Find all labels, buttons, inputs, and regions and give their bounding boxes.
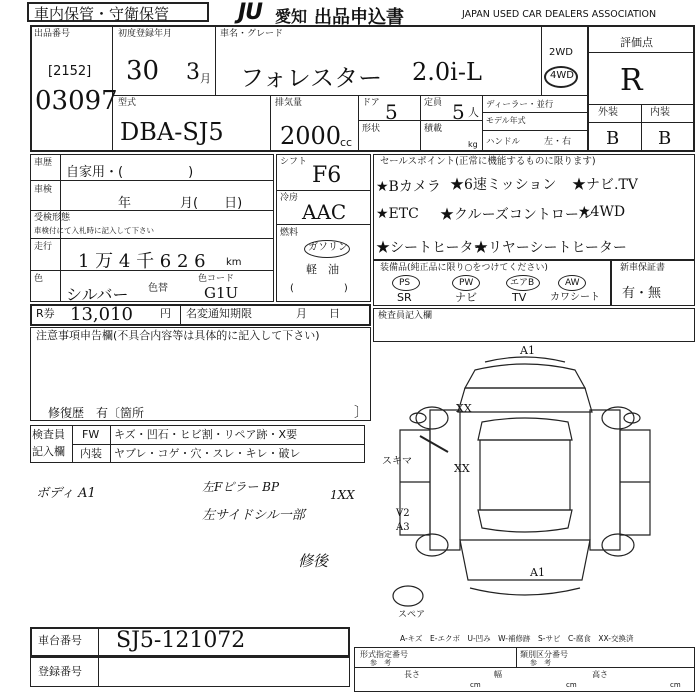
displacement-unit: cc [340,136,353,149]
inspection-month: 月( 日) [180,196,243,211]
damage-legend: A-キズ E-エクボ U-凹み W-補修跡 S-サビ C-腐食 XX-交換済 [400,634,634,643]
exterior-grade: B [606,128,620,149]
capacity-unit: 人 [468,106,479,119]
notes-label: 注意事項申告欄(不具合内容等は具体的に記入して下さい) [36,329,320,342]
handle-label: ハンドル [486,137,521,147]
car-name: フォレスター [240,64,383,92]
selling-point-6: ★4WD [578,204,626,220]
grade-label: 評価点 [620,36,653,49]
body-shape-label: 形状 [362,124,381,134]
fuel-gasoline: ガソリン [308,242,348,253]
cooler-value: AAC [302,200,347,224]
model-spec-ref: 参 考 [370,659,391,667]
inspection-year: 年 [118,196,132,211]
form-title: 出品申込書 [314,7,404,28]
lot-label: 出品番号 [34,29,71,39]
name-change-value: 月 日 [296,307,340,320]
inspector-box-label: 検査員記入欄 [378,311,433,321]
grade-value: R [620,63,643,98]
first-reg-month-unit: 月 [200,72,211,85]
reception-label: 受検形態 [34,213,71,223]
height-label: 高さ [592,670,608,679]
mileage-unit: km [226,257,242,268]
capacity-label: 定員 [424,98,443,108]
cooler-label: 冷房 [280,193,299,203]
exterior-label: 外装 [598,107,618,118]
recycle-label: R券 [36,307,55,320]
selling-point-4: ★ETC [376,206,419,222]
displacement-value: 2000 [280,122,342,150]
car-grade: 2.0i-L [412,58,482,86]
selling-point-7: ★シートヒーター [376,240,488,256]
first-reg-year: 30 [126,56,160,86]
fuel-diesel: 軽 油 [306,263,339,276]
repair-history-close: 〕 [354,405,368,421]
color-code-label: 色コード [198,274,235,284]
equip-ps: PS [399,278,411,288]
selling-point-5: ★クルーズコントロール [440,207,593,223]
selling-point-2: ★6速ミッション [450,177,557,193]
drive-4wd-label: 4WD [550,70,574,81]
check-label-2: 記入欄 [32,445,65,458]
handnote-pillar: 左Fピラー BP [202,480,280,494]
doors-label: ドア [362,98,380,108]
regno-label: 登録番号 [38,665,82,678]
drive-2wd-label: 2WD [549,47,573,58]
equip-tv: TV [512,291,527,304]
height-unit: cm [670,681,681,689]
capacity-value: 5 [452,100,465,124]
equip-aw: AW [565,278,580,288]
lot-subnumber: [2152] [48,64,92,79]
diagram-mark-gap: スキマ [382,456,412,467]
fuel-label: 燃料 [280,228,299,238]
storage-tag-text: 車内保管・守衛保管 [34,5,170,23]
handnote-repaired: 修後 [298,552,329,570]
equip-navi: ナビ [455,291,477,304]
selling-points-label: セールスポイント(正常に機能するものに限ります) [380,156,596,167]
diagram-mark-door: XX [454,462,470,475]
color-change-label: 色替 [148,283,168,294]
interior-grade: B [658,128,672,149]
region-name: 愛知 [275,7,308,26]
diagram-mark-fender: XX [456,402,472,415]
inspection-label: 車検 [34,185,53,195]
equip-sr: SR [397,291,412,304]
warranty-label: 新車保証書 [620,263,666,273]
chassis-label: 車台番号 [38,634,82,647]
recycle-unit: 円 [160,307,171,320]
spare-label: スペア [398,610,426,620]
repair-history: 修復歴 有〔箇所 [48,406,145,420]
width-label: 幅 [494,670,502,679]
fuel-other: ( ) [290,283,348,294]
diagram-mark-rear: A1 [530,566,545,579]
reception-note: 車検付にて入札時に記入して下さい [34,226,154,235]
first-reg-month: 3 [186,60,200,85]
length-label: 長さ [404,670,420,679]
loading-unit: kg [468,140,478,149]
equip-pw: PW [459,278,474,288]
interior-items: ヤブレ・コゲ・穴・スレ・キレ・破レ [114,447,301,460]
selling-point-8: ★リヤーシートヒーター [474,240,627,256]
dealer-label: ディーラー・並行 [486,100,554,110]
class-label: 類別区分番号 [520,650,568,659]
model-year-label: モデル年式 [486,116,526,125]
interior-label: 内装 [650,107,670,118]
selling-point-3: ★ナビ.TV [572,177,638,193]
association-name: JAPAN USED CAR DEALERS ASSOCIATION [462,9,657,20]
model-spec-label: 形式指定番号 [360,650,408,659]
diagram-mark-v2: V2 [396,508,410,519]
diagram-mark-front: A1 [520,344,535,357]
name-change-label: 名変通知期限 [186,307,252,320]
lot-number: 03097 [35,86,118,116]
shift-value: F6 [312,163,342,188]
check-label-1: 検査員 [32,428,65,441]
color-code: G1U [204,284,239,302]
displacement-label: 排気量 [275,98,303,108]
chassis-number: SJ5-121072 [116,628,246,653]
color-value: シルバー [66,285,129,304]
usage-value: 自家用・( ) [66,165,194,180]
ju-logo: JU [238,0,263,25]
equipment-label: 装備品(純正品に限り○をつけてください) [380,263,548,273]
selling-point-1: ★Bカメラ [376,179,441,195]
car-name-label: 車名・グレード [220,29,284,39]
diagram-mark-a3: A3 [396,522,410,533]
shift-label: シフト [280,157,308,167]
mileage-value: 1 万 4 千 6 2 6 [78,251,206,272]
first-reg-label: 初度登録年月 [118,29,173,39]
model-label: 型式 [118,98,137,108]
width-unit: cm [566,681,577,689]
equip-kawa-seat: カワシート [550,292,600,303]
mileage-label: 走行 [34,242,53,252]
handnote-xx: 1XX [330,488,355,502]
length-unit: cm [470,681,481,689]
loading-label: 積載 [424,124,443,134]
class-ref: 参 考 [530,659,551,667]
doors-value: 5 [385,100,398,124]
color-label: 色 [34,274,44,284]
recycle-value: 13,010 [70,304,133,325]
model-code: DBA-SJ5 [120,118,224,146]
fw-label: FW [82,428,100,441]
warranty-value: 有・無 [622,286,662,301]
car-diagram [360,340,695,630]
fw-items: キズ・凹石・ヒビ割・リペア跡・X要 [114,428,298,441]
handle-options: 左・右 [544,137,572,147]
interior-items-label: 内装 [80,447,102,460]
handnote-sill: 左サイドシル一部 [202,508,305,523]
handnote-body: ボディ A1 [36,486,96,501]
equip-airbag: エアB [510,278,535,288]
usage-label: 車歴 [34,158,53,168]
